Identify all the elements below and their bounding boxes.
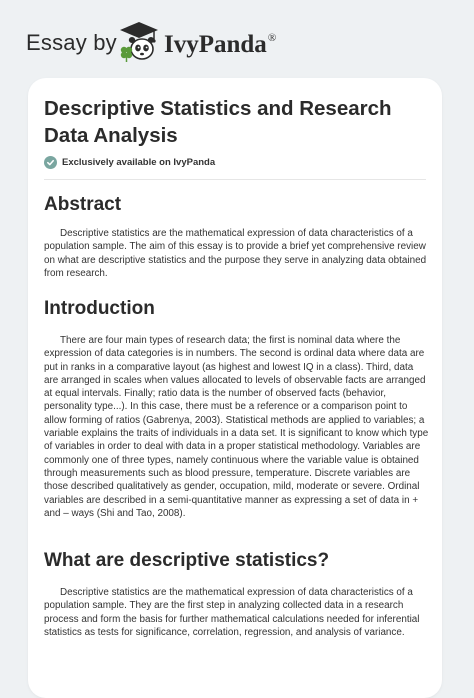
essay-card	[28, 78, 442, 698]
divider	[44, 179, 426, 180]
site-header	[0, 0, 474, 76]
ivypanda-logo-icon	[116, 20, 162, 64]
section-text-abstract: Descriptive statistics are the mathematical expression of data characteristics of a population sample. The aim of this essay is to provide a brief yet comprehensive review on what are descriptive statistics and the purpose they serve in analyzing data obtained from research.	[44, 228, 427, 279]
section-heading-introduction: Introduction	[44, 298, 155, 319]
section-heading-abstract: Abstract	[44, 194, 122, 215]
exclusive-badge	[44, 156, 215, 169]
section-heading-descriptive-statistics: What are descriptive statistics?	[44, 550, 330, 571]
check-badge-icon	[44, 156, 57, 169]
page-title: Descriptive Statistics and Research Data Analysis	[44, 97, 392, 147]
brand-name: IvyPanda®	[164, 31, 277, 58]
section-text-introduction: There are four main types of research data; the first is nominal data where the expression of data categories is in numbers. The second is ordinal data where data are put in ranks in a comparative layout (as highest and lowest IQ in a class). Third, data are arranged in scales when values allocated to levels of observable facts are arranged at equal intervals. Finally; ratio data is the number of observed facts (behavior, personality type...). In this case, there must be a reference or a comparison point to allow forming of ratios (Gabrenya, 2003). Statistical methods are applied to variables; a variable explains the traits of individuals in a data set. It is significant to know which type of variables in order to deal with data in a proper statistical methodology. Variables are commonly one of three types, namely continuous where the variable value is obtained through measurements such as blood pressure, temperature. Discrete variables are those described qualitatively as gender, occupation, mild, moderate or severe. Ordinal variables are described in a semi-quantitative manner as expressing a set of data in + and – ways (Shi and Tao, 2008).	[44, 335, 429, 519]
ivypanda-logo[interactable]	[116, 20, 276, 64]
trademark-symbol: ®	[267, 32, 277, 44]
essay-by-label: Essay by	[26, 30, 117, 55]
exclusive-label: Exclusively available on IvyPanda	[62, 157, 216, 168]
section-text-descriptive-statistics: Descriptive statistics are the mathematical expression of data characteristics of a population sample. They are the first step in analyzing collected data in a research process and form the basis for further mathematical calculations needed for inferential statistics as tests for significance, correlation, regression, and analysis of variance.	[44, 587, 420, 638]
